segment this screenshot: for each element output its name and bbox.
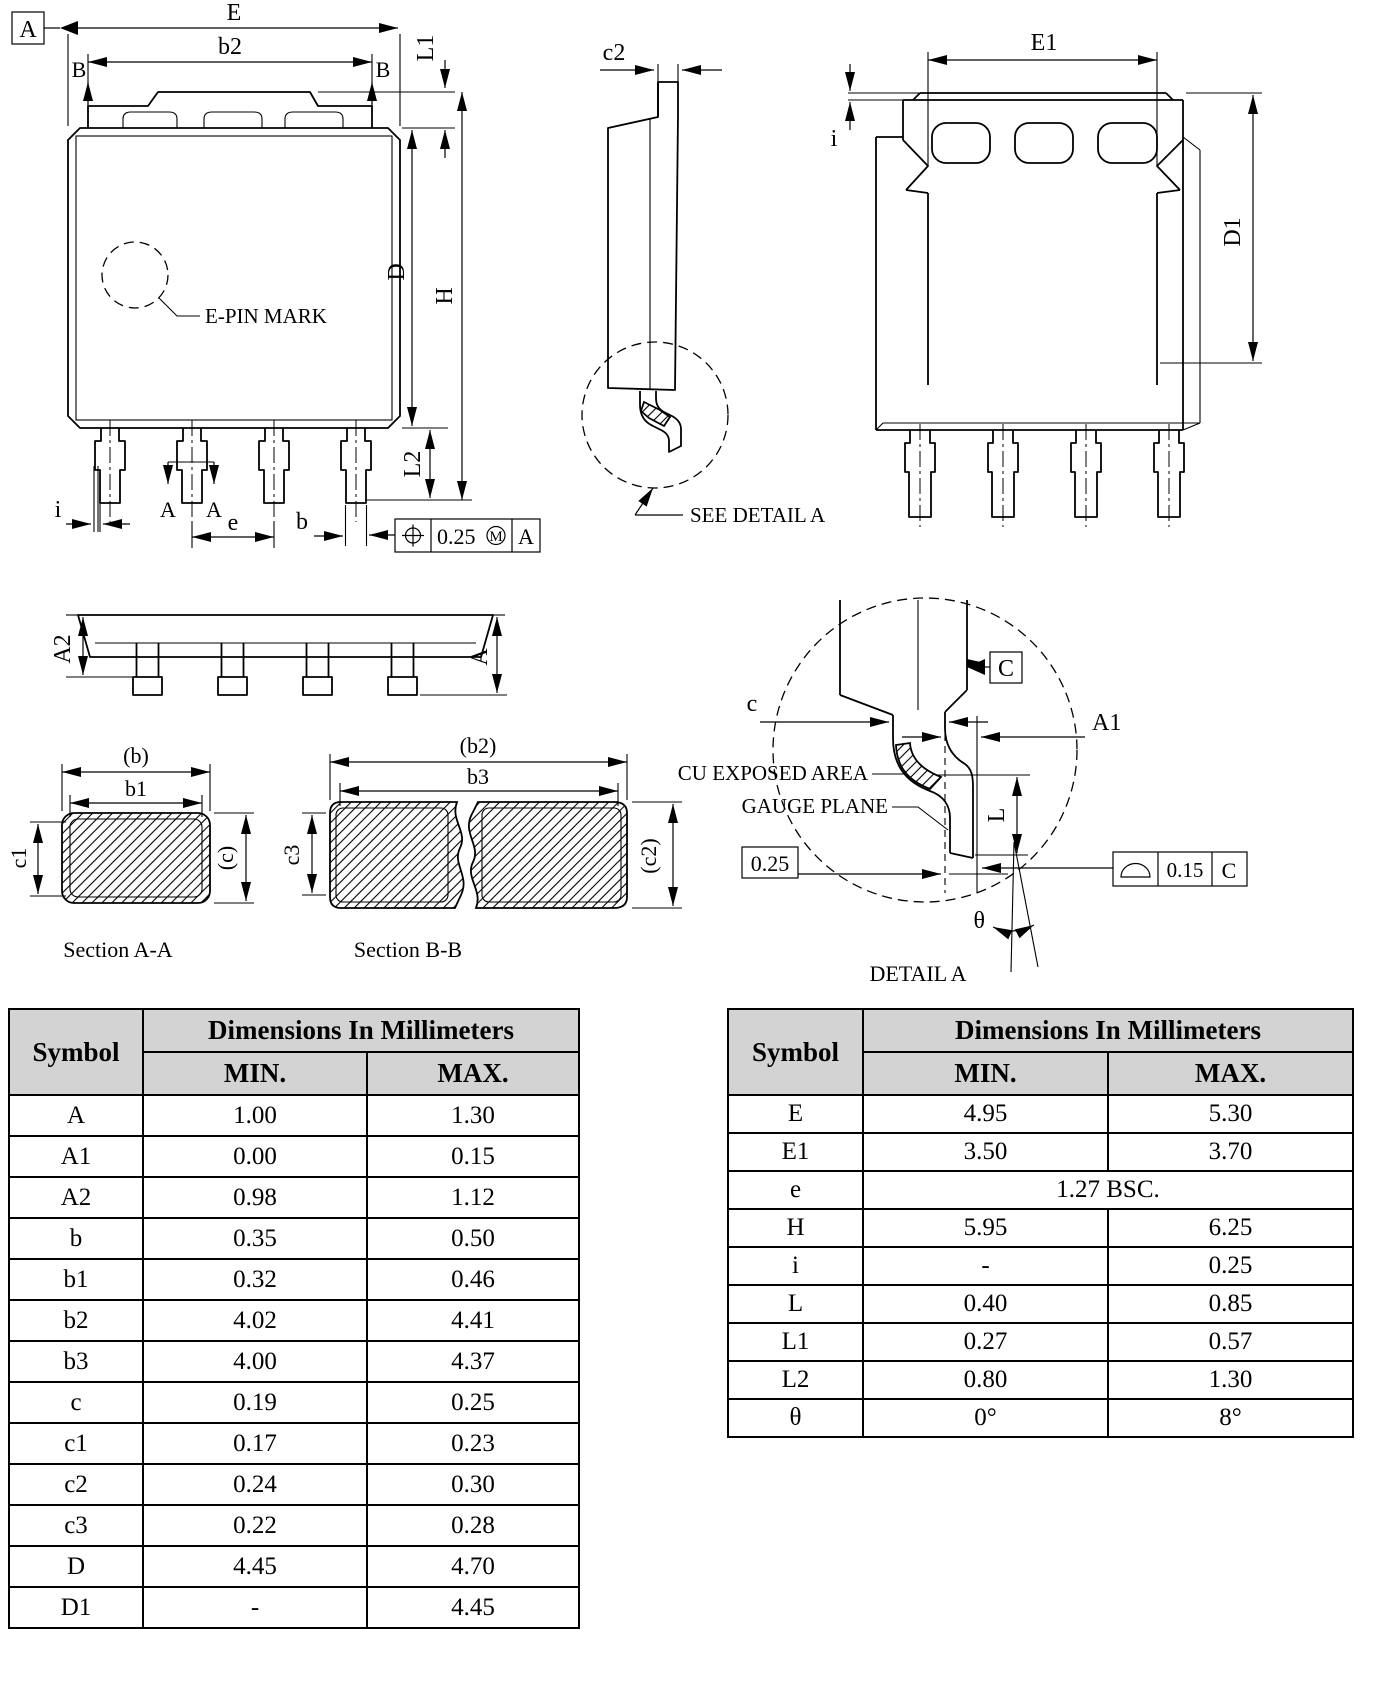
table-cell: 0.57 bbox=[1108, 1323, 1353, 1361]
table-cell: L2 bbox=[728, 1361, 863, 1399]
svg-text:M: M bbox=[489, 529, 503, 545]
table-cell: 0.24 bbox=[143, 1464, 367, 1505]
table-cell: b1 bbox=[9, 1259, 143, 1300]
table-cell: 0.30 bbox=[367, 1464, 579, 1505]
detail-a bbox=[678, 598, 1247, 986]
table-cell: c1 bbox=[9, 1423, 143, 1464]
table-row bbox=[9, 1177, 579, 1218]
dim-label-e: E bbox=[226, 0, 242, 26]
left-min-header: MIN. bbox=[143, 1052, 367, 1095]
dim-label-i-back: i bbox=[830, 126, 838, 152]
dim-label-c2: c2 bbox=[602, 40, 626, 66]
table-cell: 0.50 bbox=[367, 1218, 579, 1259]
dim-label-h: H bbox=[432, 287, 458, 305]
table-cell: c bbox=[9, 1382, 143, 1423]
table-cell: L bbox=[728, 1285, 863, 1323]
dim-label-b3: b3 bbox=[467, 764, 489, 789]
table-cell: i bbox=[728, 1247, 863, 1285]
section-bb-cut-left bbox=[330, 802, 464, 908]
front-elevation bbox=[50, 615, 507, 695]
left-dim-table bbox=[8, 1008, 580, 1629]
dim-label-l1: L1 bbox=[413, 34, 439, 62]
elevation-leads bbox=[133, 643, 417, 695]
section-bb-cut-right bbox=[469, 802, 627, 908]
leads bbox=[95, 420, 371, 522]
dim-label-c-ref: (c) bbox=[213, 845, 238, 871]
dim-label-c1: c1 bbox=[6, 847, 31, 869]
dim-label-d: D bbox=[384, 263, 410, 281]
table-cell: 5.95 bbox=[863, 1209, 1108, 1247]
table-cell: b2 bbox=[9, 1300, 143, 1341]
table-cell: c3 bbox=[9, 1505, 143, 1546]
gauge-plane-label: GAUGE PLANE bbox=[741, 794, 888, 818]
table-cell: 3.50 bbox=[863, 1133, 1108, 1171]
table-cell: D1 bbox=[9, 1587, 143, 1628]
dim-label-a: A bbox=[467, 648, 493, 666]
table-cell: 1.00 bbox=[143, 1095, 367, 1136]
position-fcf bbox=[395, 519, 540, 552]
fcf-datum: A bbox=[518, 524, 534, 549]
table-cell: θ bbox=[728, 1399, 863, 1437]
section-aa-cut bbox=[62, 813, 210, 903]
table-row bbox=[728, 1285, 1353, 1323]
table-cell: 0.25 bbox=[1108, 1247, 1353, 1285]
detail-a-caption: DETAIL A bbox=[869, 961, 967, 986]
dim-label-e-pitch: e bbox=[227, 510, 239, 536]
table-cell: 1.30 bbox=[1108, 1361, 1353, 1399]
package-body bbox=[68, 128, 400, 428]
elevation-body bbox=[78, 615, 493, 657]
dim-label-i: i bbox=[54, 497, 62, 523]
table-cell: 0.00 bbox=[143, 1136, 367, 1177]
table-row bbox=[728, 1133, 1353, 1171]
dim-label-theta: θ bbox=[973, 908, 985, 934]
section-b-left-label: B bbox=[71, 57, 87, 82]
dim-label-e1: E1 bbox=[1030, 30, 1058, 56]
table-cell: 4.95 bbox=[863, 1095, 1108, 1133]
tab-hole-3 bbox=[1098, 123, 1157, 163]
dim-label-l: L bbox=[984, 807, 1010, 823]
table-cell: 0° bbox=[863, 1399, 1108, 1437]
table-cell: 4.02 bbox=[143, 1300, 367, 1341]
left-max-header: MAX. bbox=[367, 1052, 579, 1095]
table-cell: b3 bbox=[9, 1341, 143, 1382]
table-cell: 1.12 bbox=[367, 1177, 579, 1218]
datum-c-label: C bbox=[997, 656, 1015, 682]
back-leads bbox=[905, 424, 1184, 527]
table-cell: 0.98 bbox=[143, 1177, 367, 1218]
table-cell: 3.70 bbox=[1108, 1133, 1353, 1171]
section-b-right-label: B bbox=[375, 57, 391, 82]
table-row bbox=[9, 1095, 579, 1136]
table-cell: 6.25 bbox=[1108, 1209, 1353, 1247]
right-max-header: MAX. bbox=[1108, 1052, 1353, 1095]
table-cell: 1.27 BSC. bbox=[863, 1171, 1353, 1209]
section-a-left-label: A bbox=[160, 497, 176, 522]
side-view bbox=[582, 40, 826, 527]
see-detail-label: SEE DETAIL A bbox=[690, 503, 826, 527]
table-cell: 0.85 bbox=[1108, 1285, 1353, 1323]
tab-hole-1 bbox=[932, 123, 990, 163]
table-row bbox=[728, 1323, 1353, 1361]
table-cell: 4.45 bbox=[143, 1546, 367, 1587]
table-row bbox=[9, 1382, 579, 1423]
table-row bbox=[728, 1399, 1353, 1437]
profile-fcf-tolerance: 0.15 bbox=[1166, 858, 1204, 882]
table-cell: L1 bbox=[728, 1323, 863, 1361]
section-bb bbox=[279, 733, 682, 962]
table-cell: E1 bbox=[728, 1133, 863, 1171]
table-cell: 4.37 bbox=[367, 1341, 579, 1382]
table-cell: 0.25 bbox=[367, 1382, 579, 1423]
table-cell: 0.22 bbox=[143, 1505, 367, 1546]
table-cell: - bbox=[863, 1247, 1108, 1285]
cu-exposed-label: CU EXPOSED AREA bbox=[677, 761, 868, 785]
fcf-tolerance: 0.25 bbox=[437, 524, 476, 549]
table-cell: 0.28 bbox=[367, 1505, 579, 1546]
table-row bbox=[728, 1361, 1353, 1399]
table-cell: 0.80 bbox=[863, 1361, 1108, 1399]
table-row bbox=[728, 1171, 1353, 1209]
top-view bbox=[12, 0, 540, 552]
dim-label-a2: A2 bbox=[50, 634, 76, 664]
table-cell: 0.35 bbox=[143, 1218, 367, 1259]
dim-label-b2-ref: (b2) bbox=[459, 733, 497, 758]
table-cell: A bbox=[9, 1095, 143, 1136]
position-tolerance-icon bbox=[402, 525, 424, 547]
table-cell: b bbox=[9, 1218, 143, 1259]
profile-surface-icon bbox=[1121, 864, 1150, 877]
table-cell: 0.19 bbox=[143, 1382, 367, 1423]
table-cell: 4.45 bbox=[367, 1587, 579, 1628]
section-a-right-label: A bbox=[206, 497, 222, 522]
table-row bbox=[9, 1218, 579, 1259]
section-aa-caption: Section A-A bbox=[63, 937, 173, 962]
table-row bbox=[9, 1464, 579, 1505]
table-row bbox=[728, 1095, 1353, 1133]
right-symbol-header: Symbol bbox=[728, 1009, 863, 1095]
left-symbol-header: Symbol bbox=[9, 1009, 143, 1095]
table-cell: c2 bbox=[9, 1464, 143, 1505]
table-cell: 4.70 bbox=[367, 1546, 579, 1587]
table-row bbox=[9, 1546, 579, 1587]
table-cell: 0.32 bbox=[143, 1259, 367, 1300]
table-row bbox=[9, 1136, 579, 1177]
table-row bbox=[9, 1587, 579, 1628]
profile-fcf-datum: C bbox=[1221, 858, 1237, 883]
table-cell: H bbox=[728, 1209, 863, 1247]
table-cell: 0.15 bbox=[367, 1136, 579, 1177]
pin-mark-label: E-PIN MARK bbox=[205, 304, 327, 328]
table-row bbox=[9, 1505, 579, 1546]
back-view bbox=[831, 30, 1262, 527]
dim-label-a1: A1 bbox=[1092, 710, 1122, 736]
table-row bbox=[728, 1247, 1353, 1285]
table-row bbox=[728, 1209, 1353, 1247]
dim-label-c: c bbox=[746, 691, 758, 717]
pin1-mark bbox=[102, 242, 168, 308]
tab-outline bbox=[88, 92, 372, 128]
table-cell: 0.40 bbox=[863, 1285, 1108, 1323]
table-cell: D bbox=[9, 1546, 143, 1587]
cu-exposed-hatch bbox=[896, 743, 941, 789]
lead-hatch bbox=[641, 402, 670, 426]
table-cell: E bbox=[728, 1095, 863, 1133]
detail-a-circle bbox=[773, 598, 1077, 902]
table-cell: 4.41 bbox=[367, 1300, 579, 1341]
table-cell: e bbox=[728, 1171, 863, 1209]
side-profile bbox=[608, 82, 678, 390]
table-row bbox=[9, 1259, 579, 1300]
mmc-modifier-icon bbox=[487, 527, 505, 546]
dim-label-d1: D1 bbox=[1220, 217, 1246, 247]
table-row bbox=[9, 1300, 579, 1341]
table-cell: 1.30 bbox=[367, 1095, 579, 1136]
table-cell: 4.00 bbox=[143, 1341, 367, 1382]
datum-target-triangle-icon bbox=[60, 21, 78, 35]
right-dim-header: Dimensions In Millimeters bbox=[863, 1009, 1353, 1052]
table-cell: A2 bbox=[9, 1177, 143, 1218]
table-cell: 0.46 bbox=[367, 1259, 579, 1300]
right-min-header: MIN. bbox=[863, 1052, 1108, 1095]
table-cell: A1 bbox=[9, 1136, 143, 1177]
table-cell: 5.30 bbox=[1108, 1095, 1353, 1133]
datum-a-label: A bbox=[19, 17, 37, 43]
dim-label-b2: b2 bbox=[218, 34, 242, 60]
left-dim-header: Dimensions In Millimeters bbox=[143, 1009, 579, 1052]
table-cell: 0.17 bbox=[143, 1423, 367, 1464]
section-aa bbox=[6, 743, 254, 962]
table-cell: 8° bbox=[1108, 1399, 1353, 1437]
dim-label-c3: c3 bbox=[279, 844, 304, 866]
basic-dim-value: 0.25 bbox=[750, 851, 790, 876]
table-cell: 0.23 bbox=[367, 1423, 579, 1464]
table-cell: - bbox=[143, 1587, 367, 1628]
right-dim-table bbox=[727, 1008, 1354, 1438]
table-row bbox=[9, 1423, 579, 1464]
dim-label-l2: L2 bbox=[400, 450, 426, 478]
table-row bbox=[9, 1341, 579, 1382]
tab-hole-2 bbox=[1015, 123, 1073, 163]
dim-label-b: b bbox=[296, 509, 308, 535]
table-cell: 0.27 bbox=[863, 1323, 1108, 1361]
section-bb-caption: Section B-B bbox=[353, 937, 463, 962]
dim-label-b-ref: (b) bbox=[123, 743, 149, 768]
dim-label-c2-ref: (c2) bbox=[636, 838, 661, 874]
dim-label-b1: b1 bbox=[125, 776, 147, 801]
